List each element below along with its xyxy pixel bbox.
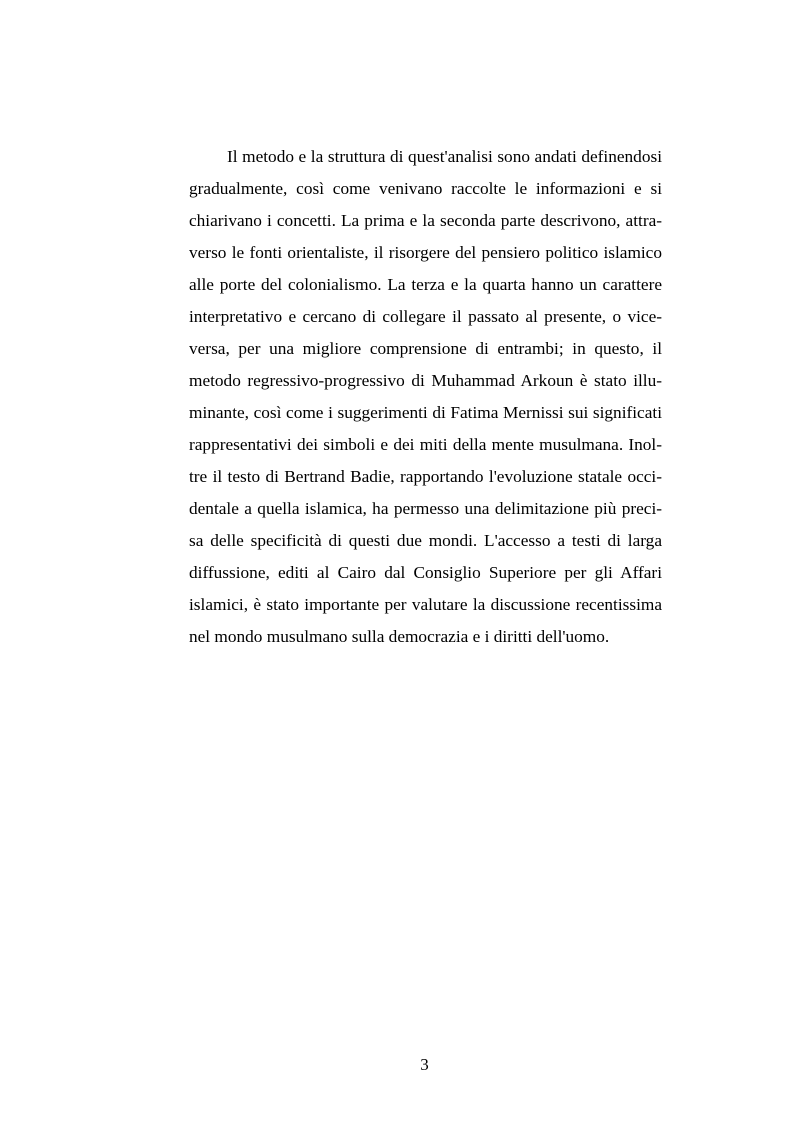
paragraph-line: verso le fonti orientaliste, il risorgere del pensiero politico islamico xyxy=(189,243,662,262)
paragraph-line: islamici, è stato importante per valutare la discussione recentissima xyxy=(189,595,662,614)
paragraph-line: Il metodo e la struttura di quest'analisi sono andati definendosi xyxy=(227,147,662,166)
paragraph-line: minante, così come i suggerimenti di Fatima Mernissi sui significati xyxy=(189,403,662,422)
paragraph-line: versa, per una migliore comprensione di entrambi; in questo, il xyxy=(189,339,662,358)
paragraph-line: chiarivano i concetti. La prima e la seconda parte descrivono, attra- xyxy=(189,211,662,230)
paragraph-line: metodo regressivo-progressivo di Muhammad Arkoun è stato illu- xyxy=(189,371,662,390)
body-paragraph xyxy=(189,141,662,653)
paragraph-line: diffussione, editi al Cairo dal Consiglio Superiore per gli Affari xyxy=(189,563,662,582)
paragraph-line: rappresentativi dei simboli e dei miti della mente musulmana. Inol- xyxy=(189,435,662,454)
paragraph-line: interpretativo e cercano di collegare il passato al presente, o vice- xyxy=(189,307,662,326)
paragraph-line: alle porte del colonialismo. La terza e la quarta hanno un carattere xyxy=(189,275,662,294)
paragraph-line: nel mondo musulmano sulla democrazia e i diritti dell'uomo. xyxy=(189,627,610,646)
page-number: 3 xyxy=(420,1055,429,1074)
paragraph-line: dentale a quella islamica, ha permesso una delimitazione più preci- xyxy=(189,499,662,518)
paragraph-line: tre il testo di Bertrand Badie, rapportando l'evoluzione statale occi- xyxy=(189,467,662,486)
paragraph-line: sa delle specificità di questi due mondi. L'accesso a testi di larga xyxy=(189,531,662,550)
paragraph-line: gradualmente, così come venivano raccolte le informazioni e si xyxy=(189,179,662,198)
